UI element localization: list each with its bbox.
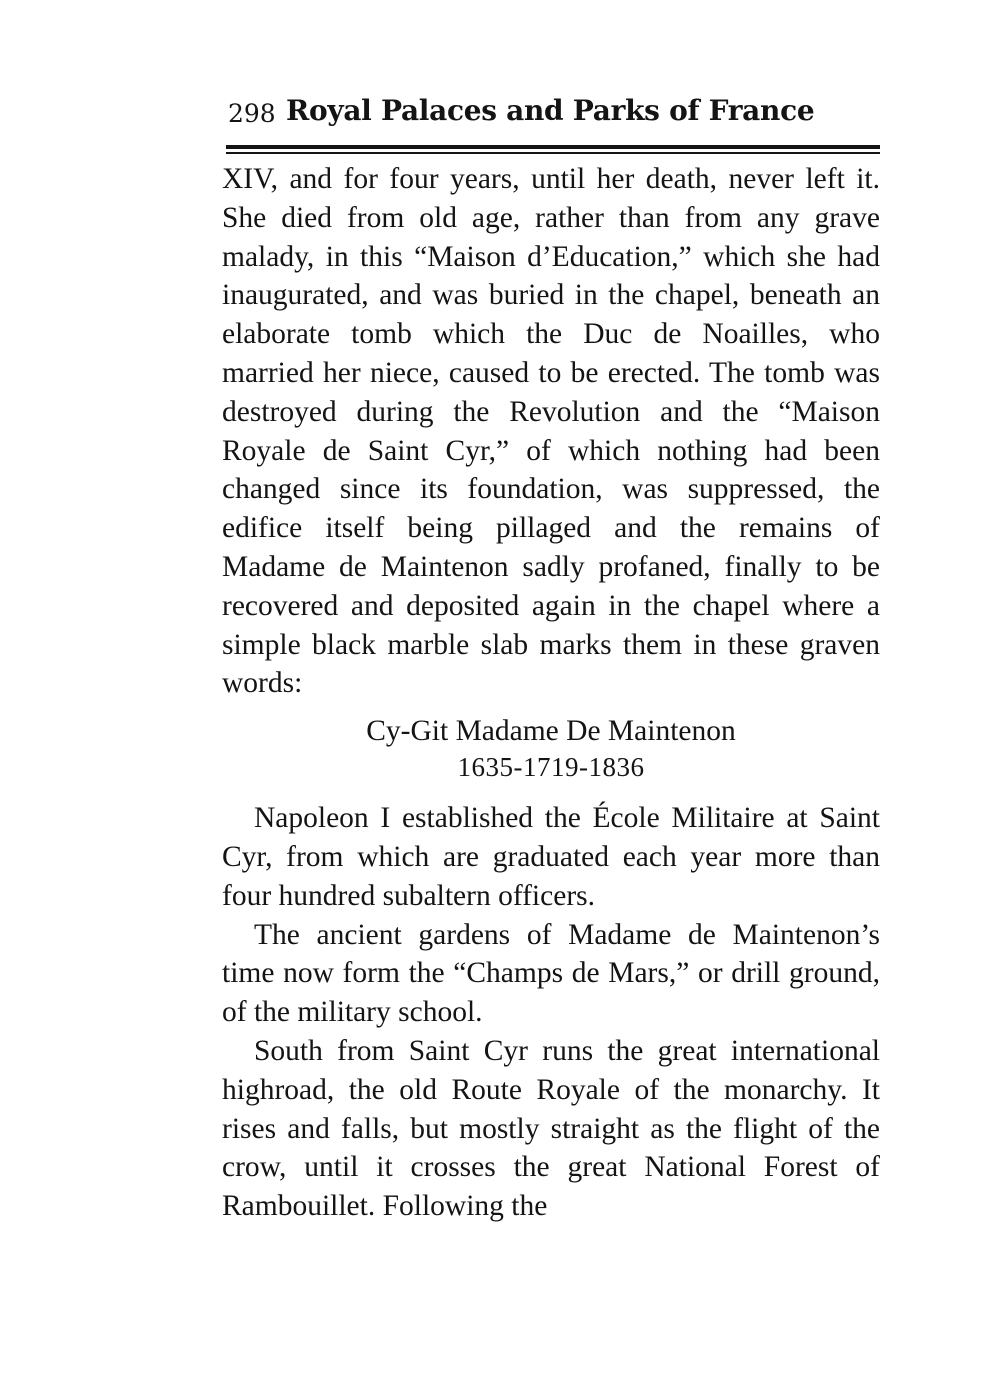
paragraph-highroad: South from Saint Cyr runs the great international highroad, the old Route Royale of the monarchy. It rises and falls, but mostly straight as the flight of the crow, until it crosses the great National Forest of Rambouillet. Following the [222, 1034, 880, 1223]
header-rule-thick [226, 145, 880, 149]
page-header [226, 92, 880, 132]
header-rule-thin [226, 152, 880, 154]
paragraph-napoleon: Napoleon I established the École Militaire at Saint Cyr, from which are graduated each year more than four hundred subaltern officers. [222, 802, 880, 912]
epitaph-inscription [222, 713, 880, 785]
paragraph-gardens: The ancient gardens of Madame de Maintenon’s time now form the “Champs de Mars,” or drill ground, of the military school. [222, 918, 880, 1029]
paragraph-continuation: XIV, and for four years, until her death, never left it. She died from old age, rather than from any grave malady, in this “Maison d’Education,” which she had inaugurated, and was buried in the chapel, beneath an elaborate tomb which the Duc de Noailles, who married her niece, caused to be erected. The tomb was destroyed during the Revolution and the “Maison Royale de Saint Cyr,” of which nothing had been changed since its foundation, was suppressed, the edifice itself being pillaged and the remains of Madame de Maintenon sadly profaned, finally to be recovered and deposited again in the chapel where a simple black marble slab marks them in these graven words: [222, 163, 880, 700]
epitaph-line-dates: 1635-1719-1836 [457, 752, 645, 783]
epitaph-line-name: Cy-Git Madame De Maintenon [366, 715, 736, 748]
body-text [222, 160, 880, 1226]
running-title: Royal Palaces and Parks of France [286, 94, 815, 127]
page-number: 298 [228, 99, 276, 128]
